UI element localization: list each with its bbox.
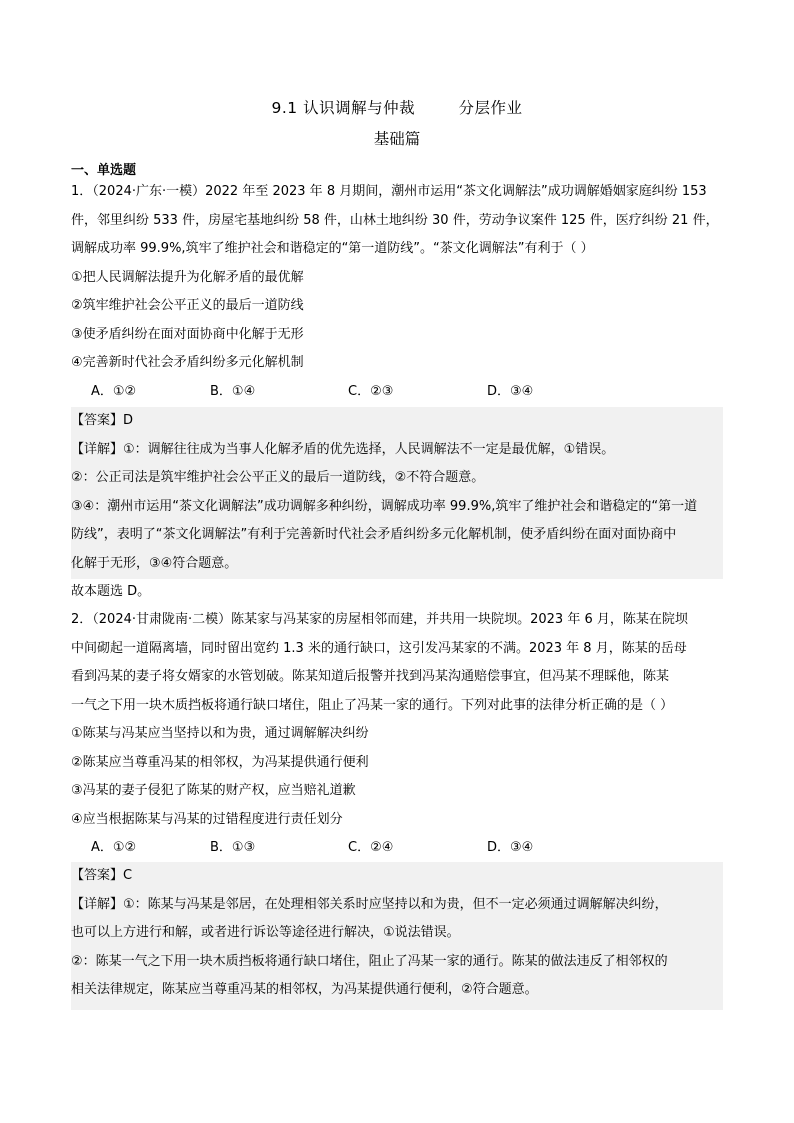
option-b: B．①④ [210,384,256,399]
page-title: 9.1 认识调解与仲裁 分层作业 [271,99,523,117]
analysis-line: 防线”，表明了“茶文化调解法”有利于完善新时代社会矛盾纠纷多元化解机制，使矛盾纠纷在面对面协商中 [71,527,677,542]
question-2-statement: ②陈某应当尊重冯某的相邻权，为冯某提供通行便利 [71,754,369,770]
option-b: B．①③ [210,840,256,855]
question-1-statement: ②筑牢维护社会公平正义的最后一道防线 [71,298,304,313]
question-2-line: 2．（2024·甘肃陇南·二模）陈某家与冯某家的房屋相邻而建，并共用一块院坝。2023 年 6 月，陈某在院坝 [71,612,688,627]
question-1-statement: ①把人民调解法提升为化解矛盾的最优解 [71,269,304,285]
answer-label: 【答案】D [71,413,134,428]
analysis-line: 也可以上方进行和解，或者进行诉讼等途径进行解决，①说法错误。 [71,925,460,940]
option-c: C．②④ [348,840,394,855]
question-2-statement: ①陈某与冯某应当坚持以和为贵，通过调解解决纠纷 [71,726,369,741]
question-1-answer-box [71,407,723,579]
page-subtitle: 基础篇 [373,130,421,148]
analysis-line: ③④：潮州市运用“茶文化调解法”成功调解多种纠纷，调解成功率 99.9%,筑牢了维护社会和谐稳定的“第一道 [71,498,698,514]
option-a: A．①② [91,384,137,399]
analysis-line: ②：陈某一气之下用一块木质挡板将通行缺口堵住，阻止了冯某一家的通行。陈某的做法违反了相邻权的 [71,953,668,969]
option-a: A．①② [91,840,137,855]
question-2 [71,606,723,834]
question-1-conclusion: 故本题选 D。 [71,584,151,599]
question-2-statement: ④应当根据陈某与冯某的过错程度进行责任划分 [71,811,343,827]
question-1-line: 调解成功率 99.9%,筑牢了维护社会和谐稳定的“第一道防线”。“茶文化调解法”有利于（ ） [71,241,594,256]
question-1-options [91,378,651,406]
section-heading: 一、单选题 [71,163,137,178]
question-1-statement: ④完善新时代社会矛盾纠纷多元化解机制 [71,355,304,370]
analysis-line: 【详解】①：调解往往成为当事人化解矛盾的优先选择，人民调解法不一定是最优解，①错误。 [71,441,615,457]
question-1 [71,178,723,378]
option-c: C．②③ [348,384,394,399]
question-2-answer-box [71,862,723,1010]
analysis-line: ②：公正司法是筑牢维护社会公平正义的最后一道防线，②不符合题意。 [71,470,485,485]
option-d: D．③④ [487,840,534,855]
analysis-line: 【详解】①：陈某与冯某是邻居，在处理相邻关系时应坚持以和为贵，但不一定必须通过调解解决纠纷， [71,896,668,912]
question-1-statement: ③使矛盾纠纷在面对面协商中化解于无形 [71,326,304,342]
question-2-line: 中间砌起一道隔离墙，同时留出宽约 1.3 米的通行缺口，这引发冯某家的不满。2023 年 8 月，陈某的岳母 [71,640,687,656]
question-2-line: 一气之下用一块木质挡板将通行缺口堵住，阻止了冯某一家的通行。下列对此事的法律分析正确的是（ ） [71,697,674,713]
question-1-line: 件，邻里纠纷 533 件，房屋宅基地纠纷 58 件，山林土地纠纷 30 件，劳动争议案件 125 件，医疗纠纷 21 件， [71,212,719,228]
question-2-statement: ③冯某的妻子侵犯了陈某的财产权，应当赔礼道歉 [71,783,356,798]
answer-label: 【答案】C [71,868,133,883]
analysis-line: 相关法律规定，陈某应当尊重冯某的相邻权，为冯某提供通行便利，②符合题意。 [71,982,538,997]
question-2-options [91,834,651,862]
option-d: D．③④ [487,384,534,399]
analysis-line: 化解于无形，③④符合题意。 [71,555,238,571]
question-1-line: 1．（2024·广东·一模）2022 年至 2023 年 8 月期间，潮州市运用“茶文化调解法”成功调解婚姻家庭纠纷 153 [71,184,707,199]
question-2-line: 看到冯某的妻子将女婿家的水管划破。陈某知道后报警并找到冯某沟通赔偿事宜，但冯某不理睬他，陈某 [71,669,670,684]
